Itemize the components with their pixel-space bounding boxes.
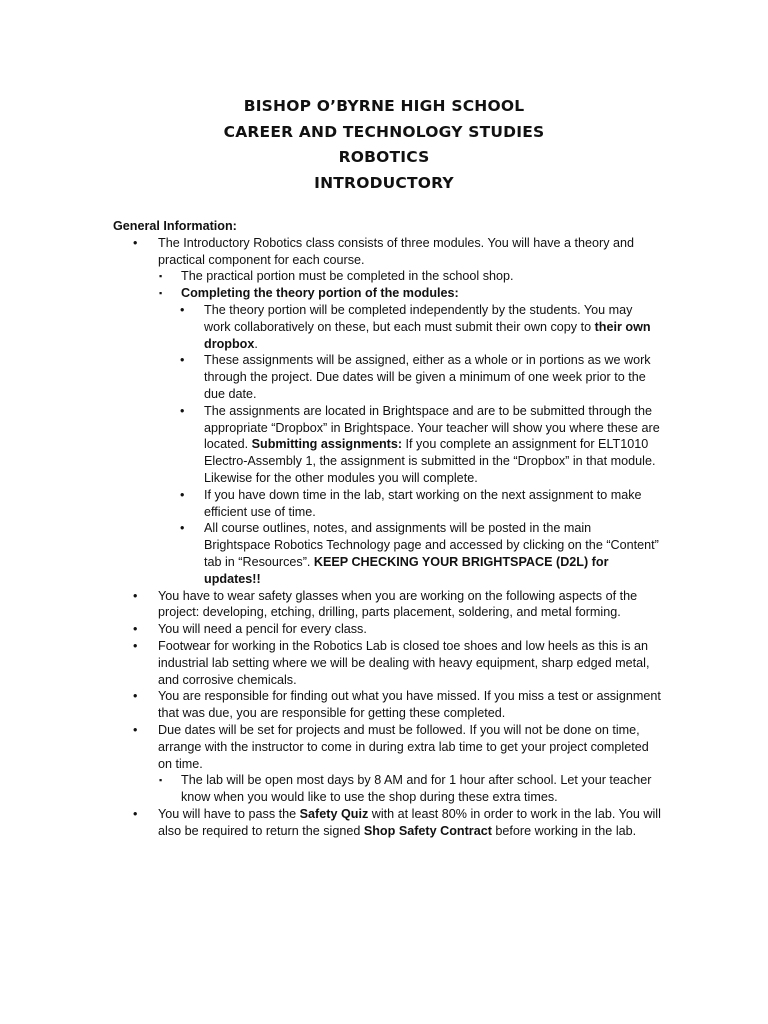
square-bullet-icon: ▪ <box>159 775 163 786</box>
sub-sub-list-item: • The assignments are located in Brightspace and are to be submitted through the appropriate “Dropbox” in Brightspace. Your teacher will show you where these are located. Submitting assignments: If you complete an assignment for ELT1010 Electro-Assembly 1, the assignment is submitted in the “Dropbox” in that module. Likewise for the other modules you will complete. <box>180 403 660 485</box>
sub-sub-list-item: • The theory portion will be completed independently by the students. You may work collaboratively on these, but each must submit their own copy to their own dropbox. <box>180 302 651 351</box>
bullet-icon: • <box>180 353 185 368</box>
bullet-icon: • <box>133 689 138 704</box>
school-name: BISHOP O’BYRNE HIGH SCHOOL <box>243 97 525 115</box>
bullet-icon: • <box>133 588 138 603</box>
list-item: • Footwear for working in the Robotics Lab is closed toe shoes and low heels as this is an industrial lab setting where we will be dealing with heavy equipment, sharp edged metal, and corrosive chemicals. <box>133 638 650 687</box>
bullet-icon: • <box>180 302 185 317</box>
bullet-icon: • <box>180 403 185 418</box>
square-bullet-icon: ▪ <box>159 271 163 282</box>
bullet-icon: • <box>133 722 138 737</box>
bullet-icon: • <box>133 235 138 250</box>
list-item: • Due dates will be set for projects and must be followed. If you will not be done on time, arrange with the instructor to come in during extra lab time to get your project completed on time. <box>133 722 649 771</box>
list-item: • You will need a pencil for every class. <box>133 622 367 637</box>
square-bullet-icon: ▪ <box>159 288 163 299</box>
list-item: • You have to wear safety glasses when you are working on the following aspects of the project: developing, etching, drilling, parts placement, soldering, and metal forming. <box>133 588 638 620</box>
document-title <box>0 94 768 196</box>
sub-list-item: ▪ Completing the theory portion of the modules: <box>159 286 459 301</box>
sub-list-item: ▪ The lab will be open most days by 8 AM and for 1 hour after school. Let your teacher know when you would like to use the shop during these extra times. <box>159 773 652 805</box>
sub-sub-list-item: • All course outlines, notes, and assignments will be posted in the main Brightspace Robotics Technology page and accessed by clicking on the “Content” tab in “Resources”. KEEP CHECKING YOUR BRIGHTSPACE (D2L) for updates!! <box>180 521 659 586</box>
general-information-section <box>113 218 661 839</box>
sub-list-item: ▪ The practical portion must be completed in the school shop. <box>159 269 514 284</box>
list-item: • You are responsible for finding out what you have missed. If you miss a test or assignment that was due, you are responsible for getting these completed. <box>133 689 661 721</box>
sub-sub-list-item: • These assignments will be assigned, either as a whole or in portions as we work through the project. Due dates will be given a minimum of one week prior to the due date. <box>180 353 651 401</box>
list-item: • The Introductory Robotics class consists of three modules. You will have a theory and practical component for each course. <box>133 235 635 267</box>
department-name: CAREER AND TECHNOLOGY STUDIES <box>223 122 545 141</box>
section-heading: General Information: <box>113 219 237 233</box>
bullet-icon: • <box>133 806 138 821</box>
bullet-icon: • <box>133 622 138 637</box>
course-name: ROBOTICS <box>338 148 430 166</box>
bullet-icon: • <box>180 487 185 502</box>
list-item: • You will have to pass the Safety Quiz with at least 80% in order to work in the lab. You will also be required to return the signed Shop Safety Contract before working in the lab. <box>133 806 661 838</box>
bullet-icon: • <box>180 521 185 536</box>
bullet-icon: • <box>133 638 138 653</box>
sub-sub-list-item: • If you have down time in the lab, start working on the next assignment to make efficient use of time. <box>180 487 642 519</box>
course-level: INTRODUCTORY <box>314 173 454 192</box>
